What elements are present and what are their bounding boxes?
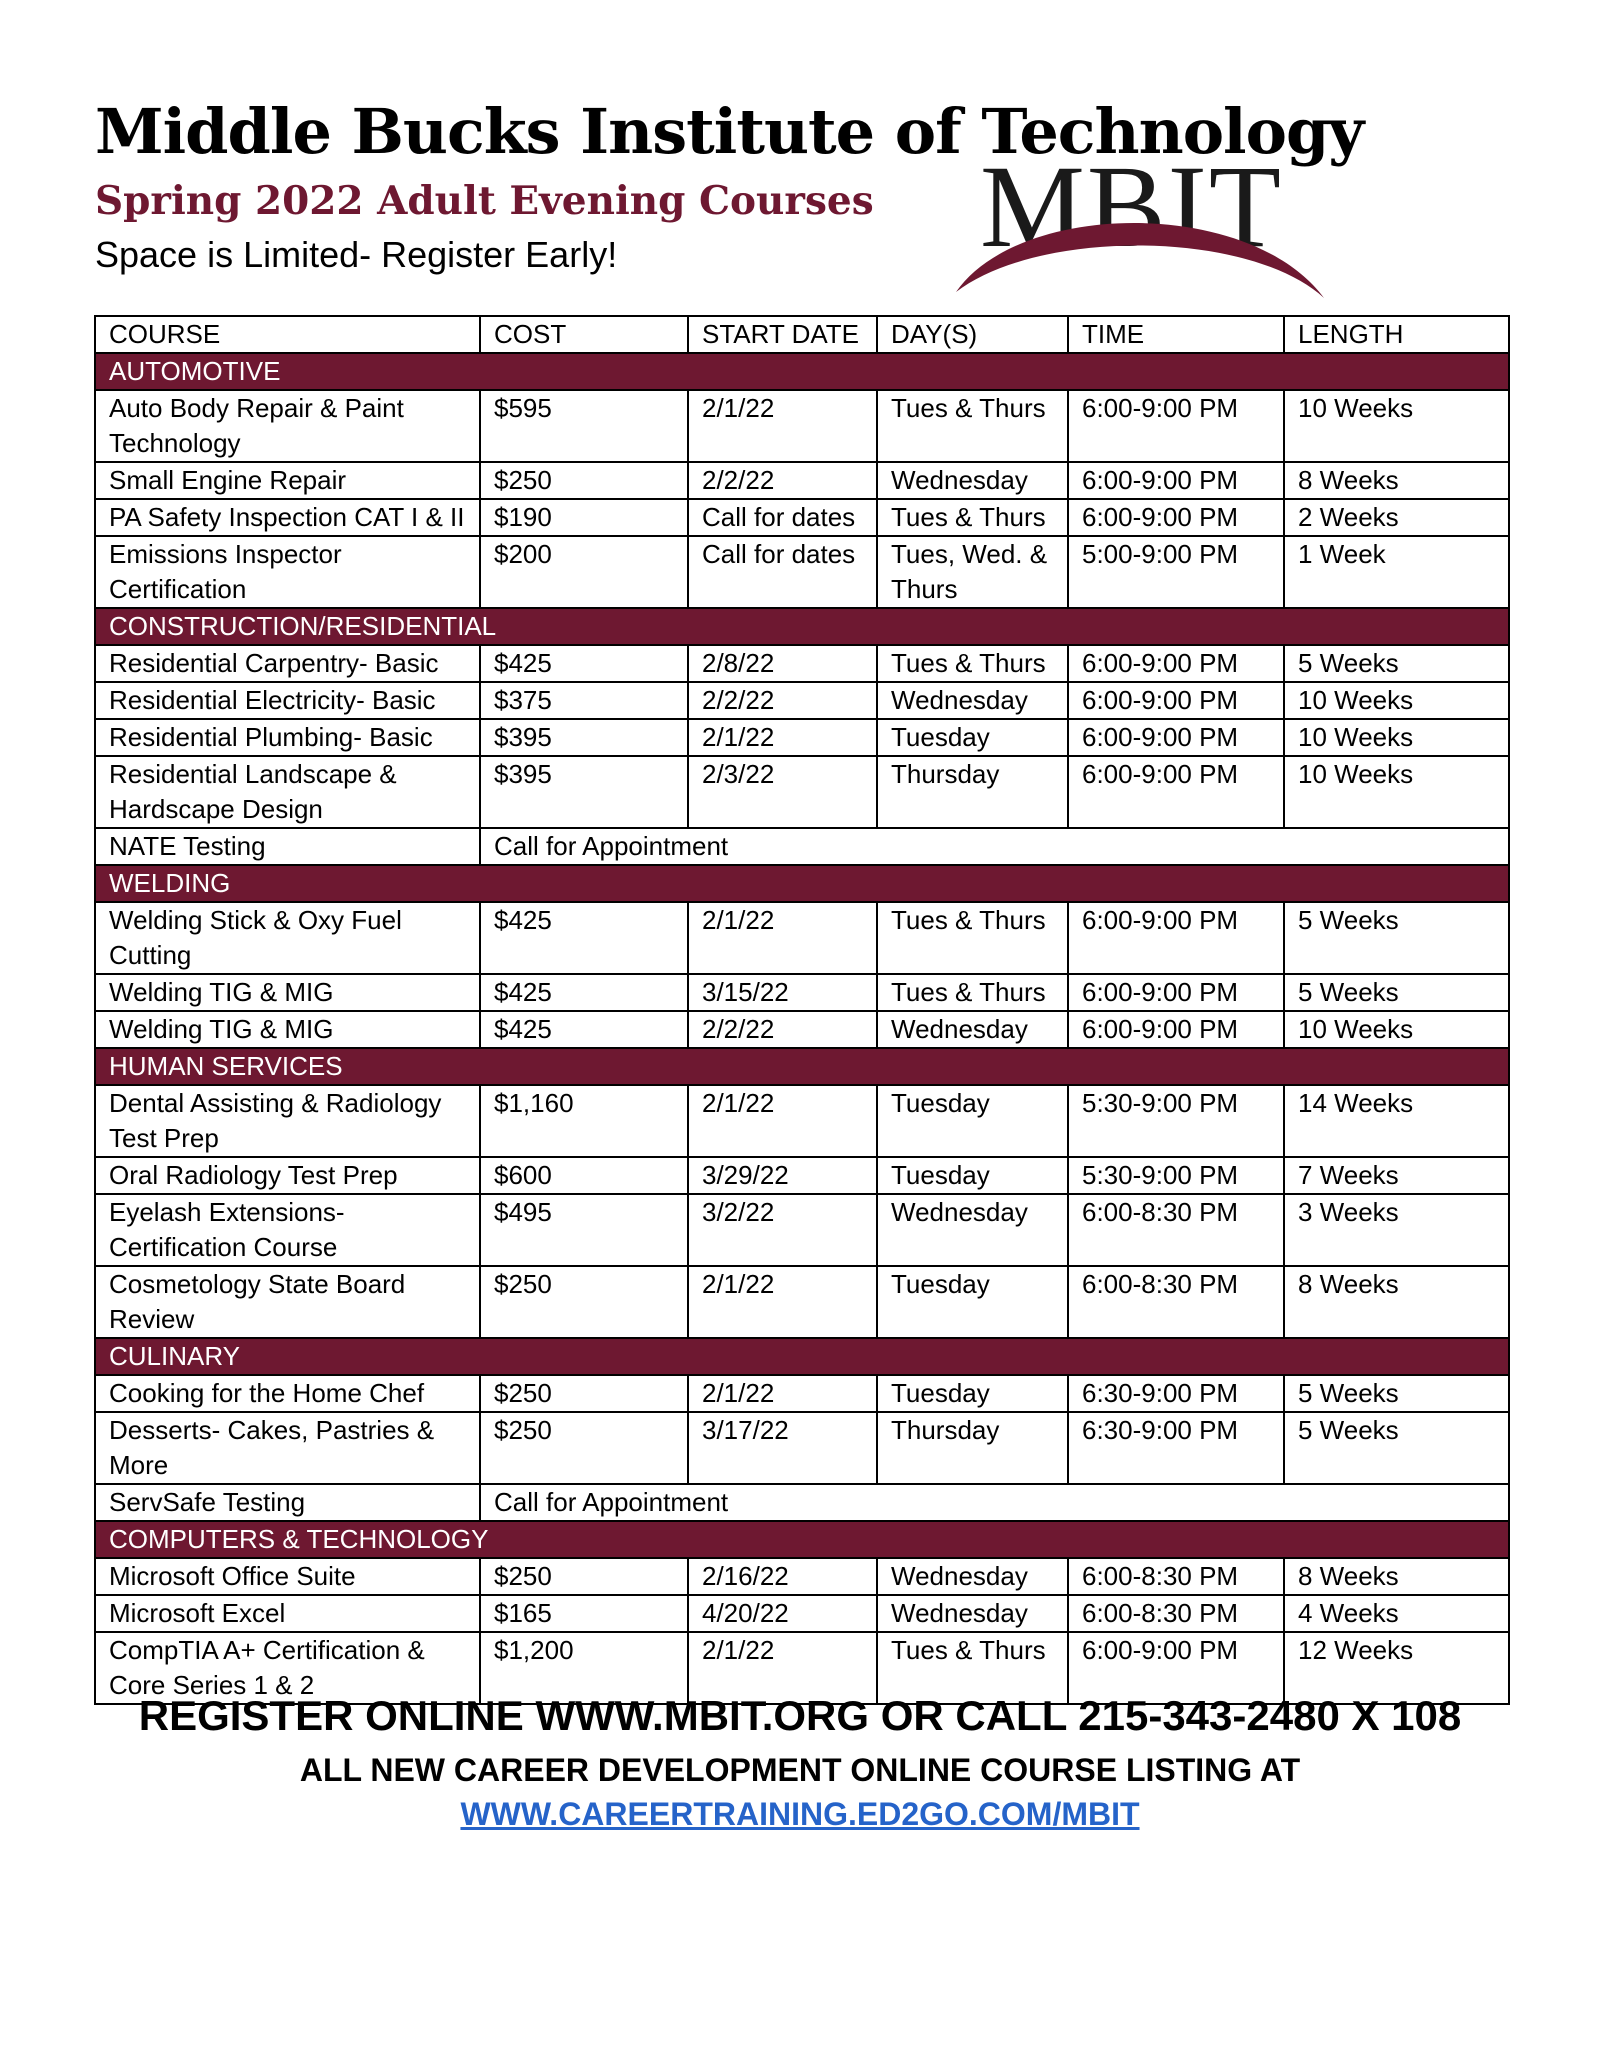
length-cell: 5 Weeks bbox=[1284, 902, 1509, 974]
time-cell: 6:00-9:00 PM bbox=[1068, 1011, 1284, 1048]
time-cell: 6:30-9:00 PM bbox=[1068, 1375, 1284, 1412]
time-cell: 5:30-9:00 PM bbox=[1068, 1157, 1284, 1194]
cost-cell: $395 bbox=[480, 719, 688, 756]
table-row bbox=[95, 536, 1509, 608]
days-cell: Tues & Thurs bbox=[877, 645, 1068, 682]
start-date-cell: 2/1/22 bbox=[688, 1375, 877, 1412]
course-name-cell: Dental Assisting & Radiology Test Prep bbox=[95, 1085, 480, 1157]
table-row bbox=[95, 1412, 1509, 1484]
length-cell: 10 Weeks bbox=[1284, 390, 1509, 462]
course-name-cell: NATE Testing bbox=[95, 828, 480, 865]
days-cell: Wednesday bbox=[877, 1558, 1068, 1595]
start-date-cell: 2/2/22 bbox=[688, 682, 877, 719]
start-date-cell: 2/16/22 bbox=[688, 1558, 877, 1595]
course-name-cell: Welding Stick & Oxy Fuel Cutting bbox=[95, 902, 480, 974]
days-cell: Thursday bbox=[877, 1412, 1068, 1484]
category-row bbox=[95, 1338, 1509, 1375]
column-header-course: COURSE bbox=[95, 316, 480, 353]
length-cell: 8 Weeks bbox=[1284, 1558, 1509, 1595]
cost-cell: $250 bbox=[480, 1266, 688, 1338]
cost-cell: $395 bbox=[480, 756, 688, 828]
days-cell: Wednesday bbox=[877, 1194, 1068, 1266]
course-name-cell: Auto Body Repair & Paint Technology bbox=[95, 390, 480, 462]
course-name-cell: Microsoft Office Suite bbox=[95, 1558, 480, 1595]
length-cell: 3 Weeks bbox=[1284, 1194, 1509, 1266]
career-training-link[interactable]: WWW.CAREERTRAINING.ED2GO.COM/MBIT bbox=[460, 1796, 1140, 1832]
column-header-days: DAY(S) bbox=[877, 316, 1068, 353]
time-cell: 6:00-8:30 PM bbox=[1068, 1266, 1284, 1338]
online-listing-text: ALL NEW CAREER DEVELOPMENT ONLINE COURSE LISTING AT bbox=[299, 1752, 1301, 1788]
course-name-cell: Cooking for the Home Chef bbox=[95, 1375, 480, 1412]
category-row bbox=[95, 608, 1509, 645]
table-row bbox=[95, 1595, 1509, 1632]
length-cell: 5 Weeks bbox=[1284, 1412, 1509, 1484]
length-cell: 7 Weeks bbox=[1284, 1157, 1509, 1194]
length-cell: 5 Weeks bbox=[1284, 974, 1509, 1011]
time-cell: 6:00-9:00 PM bbox=[1068, 719, 1284, 756]
days-cell: Tues & Thurs bbox=[877, 499, 1068, 536]
start-date-cell: 2/1/22 bbox=[688, 1632, 877, 1704]
time-cell: 6:00-9:00 PM bbox=[1068, 902, 1284, 974]
days-cell: Tuesday bbox=[877, 1266, 1068, 1338]
start-date-cell: 2/1/22 bbox=[688, 902, 877, 974]
cost-cell: $600 bbox=[480, 1157, 688, 1194]
course-name-cell: Small Engine Repair bbox=[95, 462, 480, 499]
column-header-length: LENGTH bbox=[1284, 316, 1509, 353]
course-name-cell: Residential Plumbing- Basic bbox=[95, 719, 480, 756]
cost-cell: $375 bbox=[480, 682, 688, 719]
days-cell: Tues & Thurs bbox=[877, 1632, 1068, 1704]
time-cell: 5:30-9:00 PM bbox=[1068, 1085, 1284, 1157]
table-row bbox=[95, 1011, 1509, 1048]
category-row bbox=[95, 865, 1509, 902]
course-table bbox=[94, 315, 1510, 1705]
column-header-start-date: START DATE bbox=[688, 316, 877, 353]
cost-cell: $425 bbox=[480, 974, 688, 1011]
days-cell: Wednesday bbox=[877, 1011, 1068, 1048]
length-cell: 14 Weeks bbox=[1284, 1085, 1509, 1157]
category-label: CULINARY bbox=[95, 1338, 1509, 1375]
course-name-cell: Residential Electricity- Basic bbox=[95, 682, 480, 719]
table-row bbox=[95, 974, 1509, 1011]
start-date-cell: 2/2/22 bbox=[688, 1011, 877, 1048]
time-cell: 6:00-9:00 PM bbox=[1068, 645, 1284, 682]
time-cell: 5:00-9:00 PM bbox=[1068, 536, 1284, 608]
length-cell: 8 Weeks bbox=[1284, 462, 1509, 499]
course-name-cell: Emissions Inspector Certification bbox=[95, 536, 480, 608]
table-row bbox=[95, 1266, 1509, 1338]
start-date-cell: 2/1/22 bbox=[688, 1085, 877, 1157]
course-name-cell: ServSafe Testing bbox=[95, 1484, 480, 1521]
mbit-logo bbox=[950, 141, 1330, 305]
days-cell: Tuesday bbox=[877, 1375, 1068, 1412]
course-name-cell: Welding TIG & MIG bbox=[95, 974, 480, 1011]
cost-cell: $1,200 bbox=[480, 1632, 688, 1704]
time-cell: 6:00-9:00 PM bbox=[1068, 1632, 1284, 1704]
table-row bbox=[95, 462, 1509, 499]
cost-cell: $495 bbox=[480, 1194, 688, 1266]
days-cell: Wednesday bbox=[877, 462, 1068, 499]
start-date-cell: 3/2/22 bbox=[688, 1194, 877, 1266]
days-cell: Tuesday bbox=[877, 719, 1068, 756]
length-cell: 10 Weeks bbox=[1284, 1011, 1509, 1048]
column-header-time: TIME bbox=[1068, 316, 1284, 353]
table-row bbox=[95, 1085, 1509, 1157]
course-name-cell: Welding TIG & MIG bbox=[95, 1011, 480, 1048]
length-cell: 2 Weeks bbox=[1284, 499, 1509, 536]
start-date-cell: 2/1/22 bbox=[688, 719, 877, 756]
course-table-body bbox=[95, 353, 1509, 1704]
days-cell: Tues & Thurs bbox=[877, 974, 1068, 1011]
cost-cell: $425 bbox=[480, 902, 688, 974]
days-cell: Tues & Thurs bbox=[877, 390, 1068, 462]
table-row bbox=[95, 1375, 1509, 1412]
days-cell: Tues & Thurs bbox=[877, 902, 1068, 974]
length-cell: 8 Weeks bbox=[1284, 1266, 1509, 1338]
course-name-cell: Microsoft Excel bbox=[95, 1595, 480, 1632]
course-name-cell: PA Safety Inspection CAT I & II bbox=[95, 499, 480, 536]
appointment-note-cell: Call for Appointment bbox=[480, 828, 1509, 865]
category-row bbox=[95, 353, 1509, 390]
time-cell: 6:00-9:00 PM bbox=[1068, 462, 1284, 499]
cost-cell: $250 bbox=[480, 1558, 688, 1595]
start-date-cell: 2/3/22 bbox=[688, 756, 877, 828]
start-date-cell: 4/20/22 bbox=[688, 1595, 877, 1632]
table-row bbox=[95, 1558, 1509, 1595]
days-cell: Thursday bbox=[877, 756, 1068, 828]
table-row bbox=[95, 499, 1509, 536]
category-label: WELDING bbox=[95, 865, 1509, 902]
time-cell: 6:00-8:30 PM bbox=[1068, 1194, 1284, 1266]
table-row bbox=[95, 645, 1509, 682]
start-date-cell: 3/15/22 bbox=[688, 974, 877, 1011]
course-name-cell: Desserts- Cakes, Pastries & More bbox=[95, 1412, 480, 1484]
table-row bbox=[95, 390, 1509, 462]
category-label: COMPUTERS & TECHNOLOGY bbox=[95, 1521, 1509, 1558]
cost-cell: $165 bbox=[480, 1595, 688, 1632]
time-cell: 6:00-9:00 PM bbox=[1068, 682, 1284, 719]
register-early-tagline: Space is Limited- Register Early! bbox=[95, 234, 618, 275]
table-row bbox=[95, 828, 1509, 865]
time-cell: 6:00-9:00 PM bbox=[1068, 390, 1284, 462]
cost-cell: $425 bbox=[480, 645, 688, 682]
cost-cell: $200 bbox=[480, 536, 688, 608]
start-date-cell: 2/1/22 bbox=[688, 1266, 877, 1338]
days-cell: Tuesday bbox=[877, 1157, 1068, 1194]
course-name-cell: CompTIA A+ Certification & Core Series 1 & 2 bbox=[95, 1632, 480, 1704]
start-date-cell: 2/1/22 bbox=[688, 390, 877, 462]
start-date-cell: 2/8/22 bbox=[688, 645, 877, 682]
length-cell: 10 Weeks bbox=[1284, 682, 1509, 719]
table-row bbox=[95, 719, 1509, 756]
category-label: CONSTRUCTION/RESIDENTIAL bbox=[95, 608, 1509, 645]
start-date-cell: 3/29/22 bbox=[688, 1157, 877, 1194]
table-header-row bbox=[95, 316, 1509, 353]
days-cell: Tuesday bbox=[877, 1085, 1068, 1157]
time-cell: 6:00-8:30 PM bbox=[1068, 1595, 1284, 1632]
course-name-cell: Residential Carpentry- Basic bbox=[95, 645, 480, 682]
length-cell: 4 Weeks bbox=[1284, 1595, 1509, 1632]
course-name-cell: Oral Radiology Test Prep bbox=[95, 1157, 480, 1194]
length-cell: 5 Weeks bbox=[1284, 645, 1509, 682]
table-row bbox=[95, 682, 1509, 719]
days-cell: Wednesday bbox=[877, 1595, 1068, 1632]
appointment-note-cell: Call for Appointment bbox=[480, 1484, 1509, 1521]
cost-cell: $250 bbox=[480, 1375, 688, 1412]
cost-cell: $190 bbox=[480, 499, 688, 536]
mbit-logo-text: MBIT bbox=[980, 141, 1283, 272]
course-name-cell: Cosmetology State Board Review bbox=[95, 1266, 480, 1338]
category-row bbox=[95, 1048, 1509, 1085]
table-row bbox=[95, 1157, 1509, 1194]
time-cell: 6:30-9:00 PM bbox=[1068, 1412, 1284, 1484]
length-cell: 5 Weeks bbox=[1284, 1375, 1509, 1412]
start-date-cell: 3/17/22 bbox=[688, 1412, 877, 1484]
start-date-cell: 2/2/22 bbox=[688, 462, 877, 499]
length-cell: 12 Weeks bbox=[1284, 1632, 1509, 1704]
category-row bbox=[95, 1521, 1509, 1558]
cost-cell: $595 bbox=[480, 390, 688, 462]
days-cell: Wednesday bbox=[877, 682, 1068, 719]
institute-title: Middle Bucks Institute of Technology bbox=[95, 95, 1364, 168]
start-date-cell: Call for dates bbox=[688, 536, 877, 608]
length-cell: 1 Week bbox=[1284, 536, 1509, 608]
category-label: HUMAN SERVICES bbox=[95, 1048, 1509, 1085]
time-cell: 6:00-9:00 PM bbox=[1068, 974, 1284, 1011]
cost-cell: $425 bbox=[480, 1011, 688, 1048]
category-label: AUTOMOTIVE bbox=[95, 353, 1509, 390]
length-cell: 10 Weeks bbox=[1284, 756, 1509, 828]
length-cell: 10 Weeks bbox=[1284, 719, 1509, 756]
course-season-subtitle: Spring 2022 Adult Evening Courses bbox=[95, 178, 874, 224]
days-cell: Tues, Wed. & Thurs bbox=[877, 536, 1068, 608]
cost-cell: $250 bbox=[480, 462, 688, 499]
cost-cell: $1,160 bbox=[480, 1085, 688, 1157]
course-name-cell: Eyelash Extensions- Certification Course bbox=[95, 1194, 480, 1266]
table-row bbox=[95, 1484, 1509, 1521]
time-cell: 6:00-9:00 PM bbox=[1068, 756, 1284, 828]
time-cell: 6:00-8:30 PM bbox=[1068, 1558, 1284, 1595]
table-row bbox=[95, 902, 1509, 974]
cost-cell: $250 bbox=[480, 1412, 688, 1484]
start-date-cell: Call for dates bbox=[688, 499, 877, 536]
time-cell: 6:00-9:00 PM bbox=[1068, 499, 1284, 536]
logo-swoosh-icon bbox=[950, 160, 1330, 305]
course-name-cell: Residential Landscape & Hardscape Design bbox=[95, 756, 480, 828]
table-row bbox=[95, 756, 1509, 828]
table-row bbox=[95, 1194, 1509, 1266]
register-online-banner: REGISTER ONLINE WWW.MBIT.ORG OR CALL 215-343-2480 X 108 bbox=[138, 1692, 1462, 1739]
column-header-cost: COST bbox=[480, 316, 688, 353]
